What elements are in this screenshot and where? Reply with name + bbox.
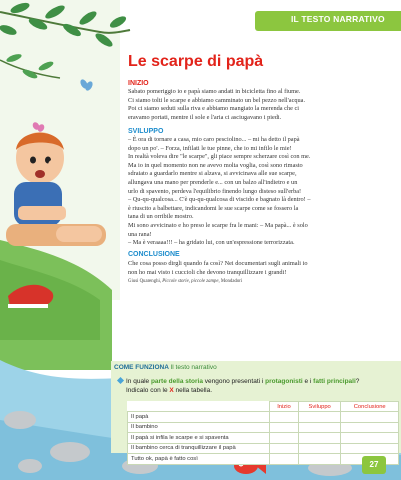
text-line: Poi ci siamo seduti sulla riva e abbiamo mangiato la merenda che ci [128,105,300,113]
instr-text: vengono presentati i [202,378,266,385]
text-line: dopo un po'. – Forza, infilati le tue pinne, che io mi infilo le mie! [128,144,292,152]
paragraph-conclusione [128,260,398,277]
section-heading-conclusione: CONCLUSIONE [128,251,180,258]
text-line: urlo di spavento, perdeva l'equilibrio finendo lungo disteso sull'erba! [128,187,302,195]
exercise-heading [114,364,217,371]
section-heading-sviluppo: SVILUPPO [128,128,164,135]
answer-cell[interactable] [298,412,341,423]
story-title: Le scarpe di papà [128,53,264,70]
page-number: 27 [362,456,386,474]
instr-text: In quale [126,378,151,385]
source-credit [128,279,242,284]
instr-text: nella tabella. [173,386,213,394]
answer-cell[interactable] [270,443,299,454]
table-row [128,422,399,433]
answer-cell[interactable] [341,433,399,444]
bullet-icon [117,377,124,384]
text-line: – Ma è veraaaa!!! – ha gridato lui, con un'espressione terrorizzata. [128,239,295,247]
answer-cell[interactable] [298,443,341,454]
answer-cell[interactable] [298,454,341,465]
instr-text: ? [355,378,360,385]
row-label: Il bambino [128,422,270,433]
answer-cell[interactable] [270,433,299,444]
answer-cell[interactable] [298,422,341,433]
instr-highlight: parte della storia [150,378,203,385]
answer-cell[interactable] [341,412,399,423]
table-row [128,412,399,423]
column-header-sviluppo: Sviluppo [298,402,341,412]
answer-cell[interactable] [298,433,341,444]
text-line: eravamo portati, mentre il sole e l'aria ci asciugavano i piedi. [128,113,282,121]
answer-cell[interactable] [270,412,299,423]
text-line: Che cosa posso dirgli quando fa così? Nei documentari sugli animali io [128,260,308,267]
text-line: – Qu-qu-qualcosa... C'è qu-qu-qualcosa di viscido e bagnato là dentro! – [128,196,311,204]
answer-cell[interactable] [270,422,299,433]
instr-highlight: fatti principali [313,378,356,385]
table-row [128,443,399,454]
text-line: Sabato pomeriggio io e papà siamo andati in bicicletta fino al fiume. [128,88,301,95]
text-line: In realtà voleva dire "le scarpe", gli piace sempre scherzare così con me. [128,153,311,161]
instr-x-mark: X [169,386,174,394]
column-header-inizio: Inizio [270,402,299,412]
answer-cell[interactable] [270,454,299,465]
credit-author: Giusi Quarenghi, [128,279,162,284]
text-line: allungava una mano per prenderle e... con un balzo all'indietro e un [128,178,298,186]
row-label: Il bambino cerca di tranquillizzare il papà [128,443,270,454]
instr-text: Indicalo con le [126,386,170,394]
credit-work: Piccole storie, piccole zampe [162,279,219,284]
table-row [128,454,399,465]
table-row [128,433,399,444]
instr-highlight: protagonisti [265,378,303,385]
answer-cell[interactable] [341,443,399,454]
text-line: una rana! [128,230,152,238]
paragraph-sviluppo [128,136,398,248]
text-line: tana di un orribile mostro. [128,213,194,221]
text-line: non ho mai visto i cuccioli che devono tranquillizzare i grandi! [128,268,287,276]
section-heading-inizio: INIZIO [128,80,149,87]
section-header-label: IL TESTO NARRATIVO [291,14,385,24]
instr-text: e i [302,378,314,385]
text-line: Ma io in quel momento non ne avevo molta voglia, così sono rimasto [128,161,303,169]
text-line: sdraiato a guardarlo mentre si alzava, si avvicinava alle sue scarpe, [128,170,297,178]
answer-cell[interactable] [341,422,399,433]
paragraph-inizio [128,88,398,122]
exercise-table [127,401,399,465]
exercise-subtitle: Il testo narrativo [170,364,217,371]
credit-publisher: , Mondadori [218,279,243,284]
exercise-instructions [118,378,359,395]
row-label: Tutto ok, papà è fatto così [128,454,270,465]
table-corner [128,402,270,412]
text-line: – È ora di tornare a casa, mio caro pesciolino... – mi ha detto il papà [128,136,300,143]
column-header-conclusione: Conclusione [341,402,399,412]
table-header-row [128,402,399,412]
text-line: Mi sono avvicinato e ho preso le scarpe fra le mani: – Ma papà... è solo [128,221,308,229]
exercise-title: COME FUNZIONA [114,364,169,371]
row-label: Il papà [128,412,270,423]
row-label: Il papà si infila le scarpe e si spaventa [128,433,270,444]
text-line: è riuscito a balbettare, indicandomi le sue scarpe come se fossero la [128,204,299,212]
text-line: Ci siamo tolti le scarpe e abbiamo camminato un bel pezzo nell'acqua. [128,96,306,104]
